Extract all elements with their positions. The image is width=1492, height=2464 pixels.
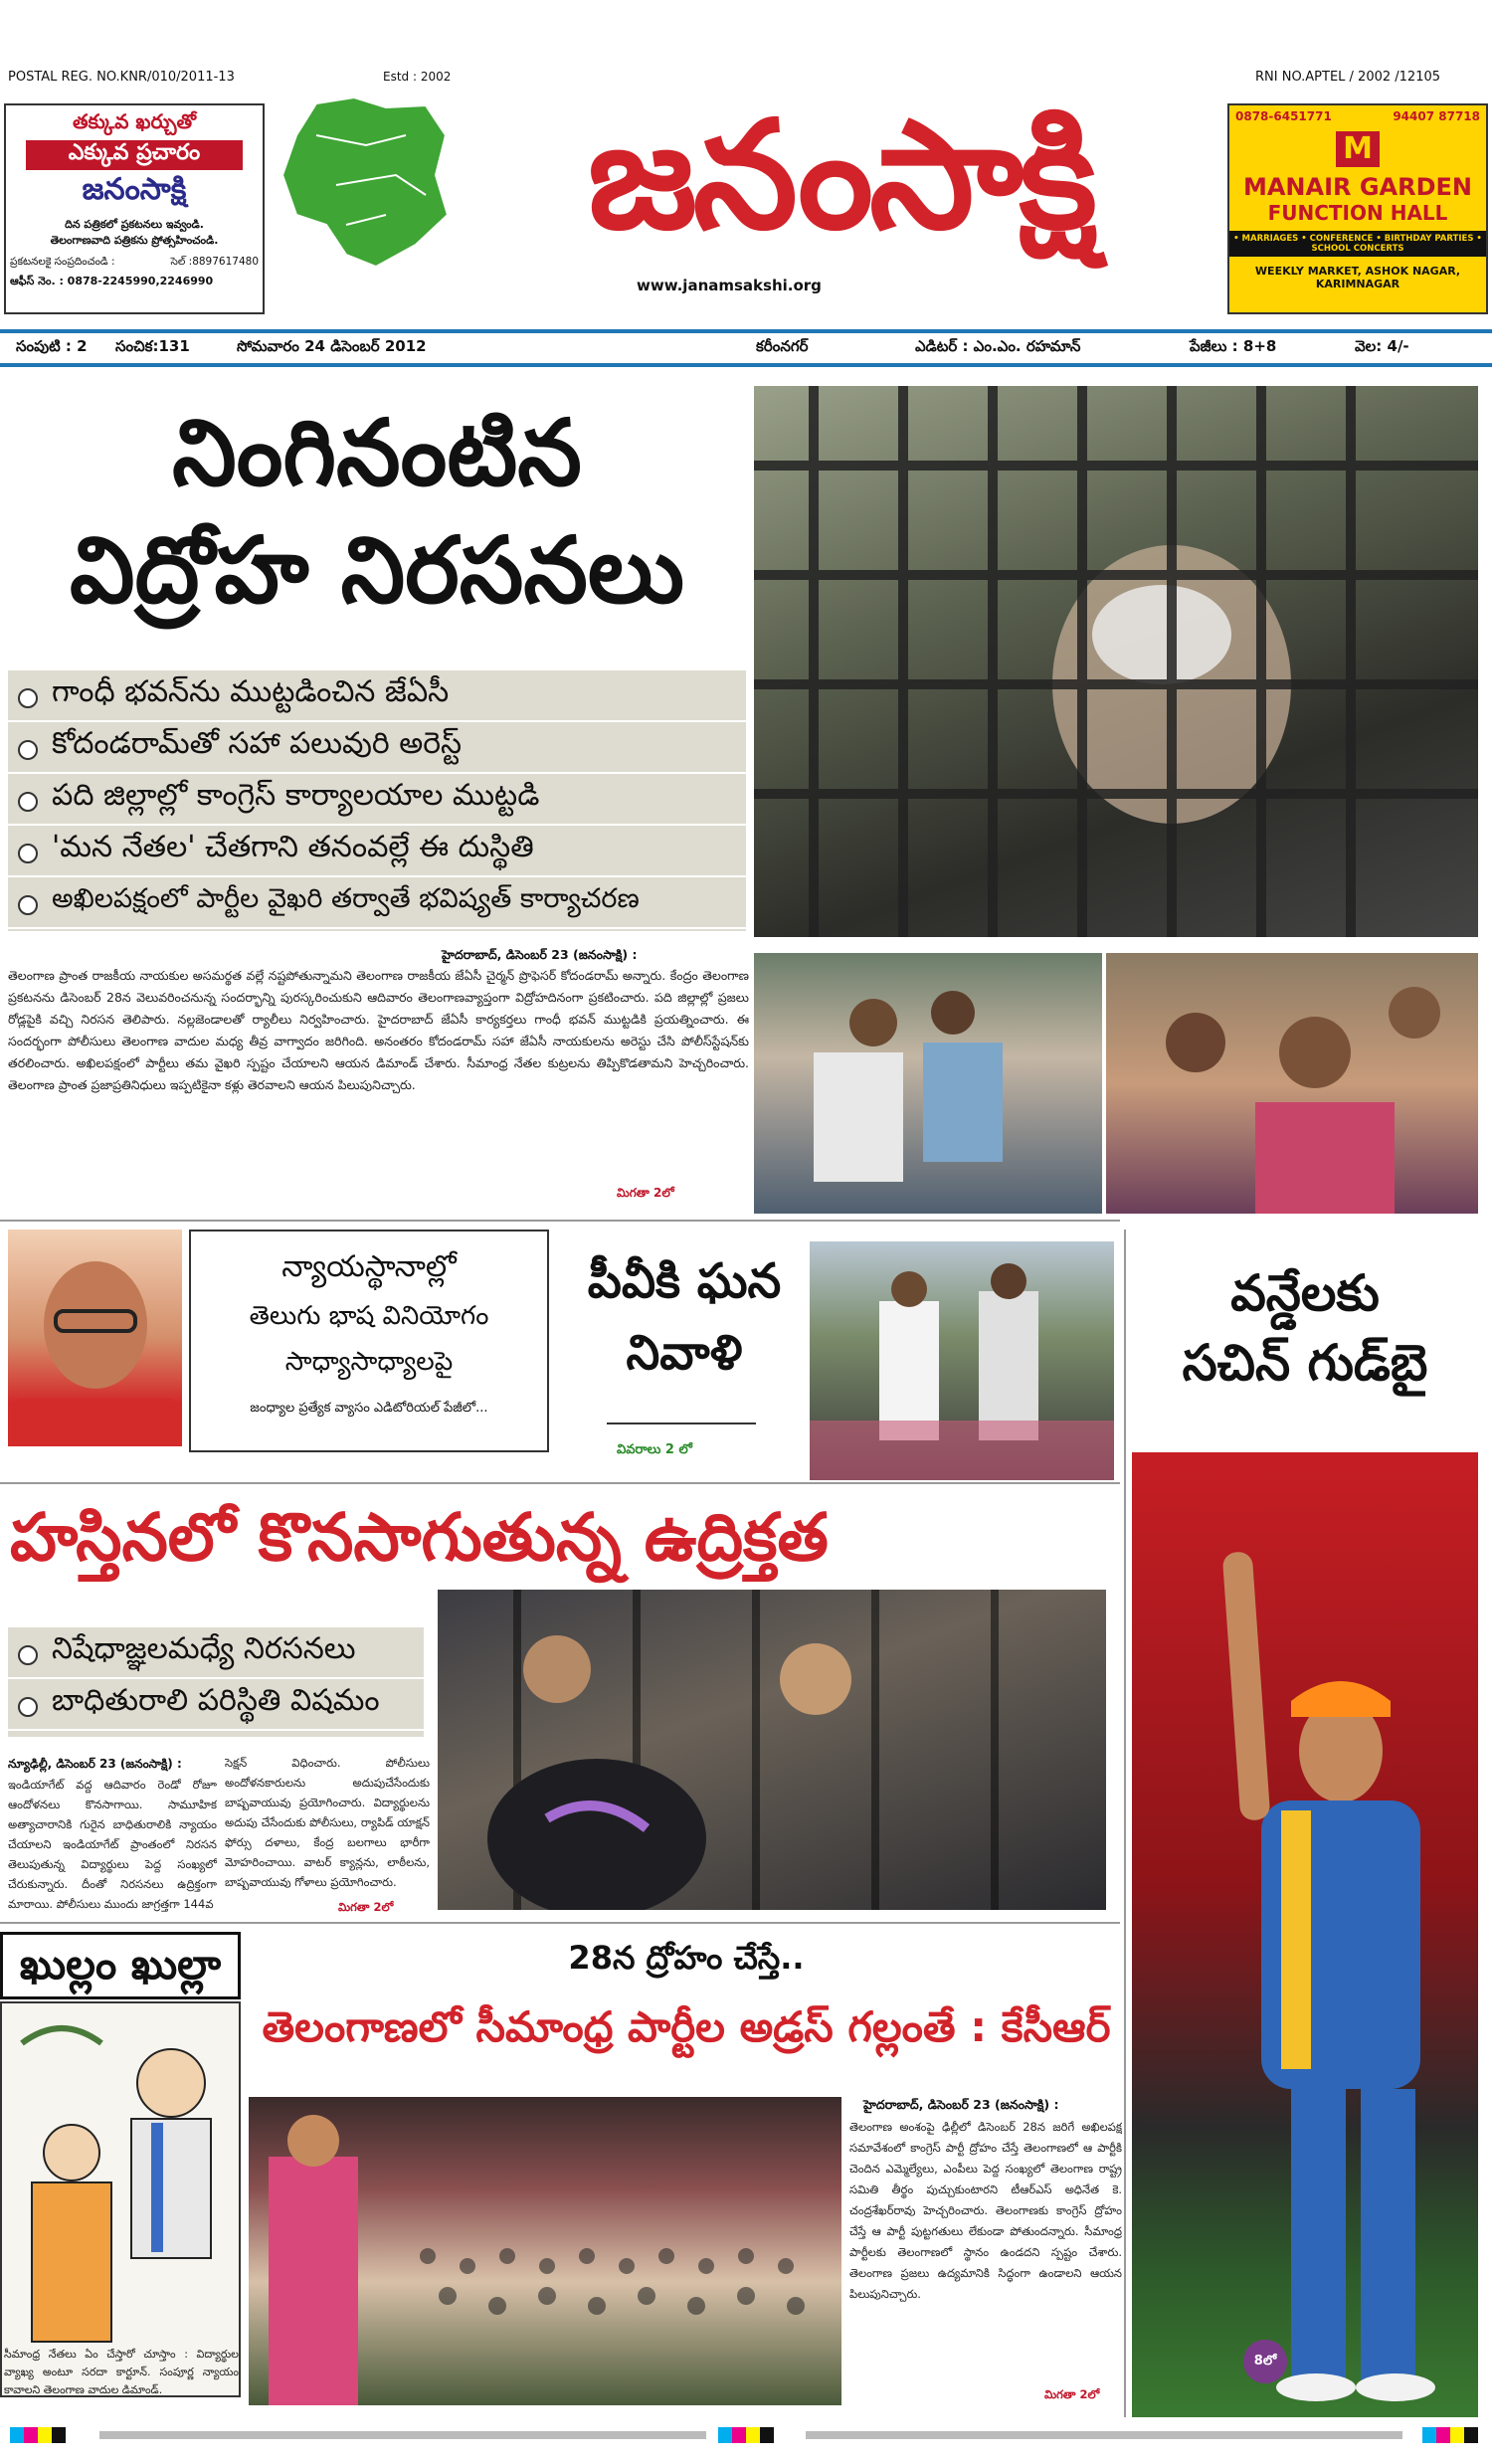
editorial-line2: తెలుగు భాష వినియోగం bbox=[249, 1301, 489, 1331]
left-ad-brand: జనంసాక్షి bbox=[82, 172, 187, 207]
right-ad-phone2: 94407 87718 bbox=[1393, 109, 1480, 123]
rule bbox=[0, 1922, 1120, 1924]
right-ad-box[interactable] bbox=[1227, 103, 1488, 314]
right-ad-logo: M bbox=[1336, 131, 1380, 167]
delhi-body-col1: ఇండియాగేట్ వద్ద ఆదివారం రెండో రోజూ ఆందోళనలు కొనసాగాయి. సామూహిక అత్యాచారానికి గురైన బాధితురాలికి న్యాయం చేయాలని ఇండియాగేట్ ప్రాంతంలో నిరసన తెలుపుతున్న విద్యార్థులు పెద్ద సంఖ్యలో చేరుకున్నారు. దీంతో నిరసనలు ఉద్రిక్తంగా మారాయి. పోలీసులు ముందు జాగ్రత్తగా 144వ bbox=[8, 1778, 217, 1911]
lead-headline-line1: నింగినంటిన bbox=[172, 400, 582, 506]
registration-marks-center bbox=[718, 2427, 774, 2443]
left-ad-office: ఆఫీస్ నెం. : 0878-2245990,2246990 bbox=[10, 275, 214, 287]
sachin-headline-line2: సచిన్ గుడ్‌బై bbox=[1182, 1334, 1428, 1392]
pv-headline-line2: నివాళి bbox=[626, 1325, 743, 1381]
kcr-rally-photo bbox=[249, 2097, 841, 2405]
left-ad-box[interactable] bbox=[4, 103, 265, 314]
lead-continued: మిగతా 2లో bbox=[617, 1186, 674, 1200]
sachin-photo bbox=[1132, 1452, 1478, 2417]
price: వెల: 4/- bbox=[1355, 337, 1409, 355]
masthead-title: జనంసాక్షి bbox=[588, 90, 1093, 263]
pages: పేజీలు : 8+8 bbox=[1190, 337, 1277, 355]
pv-divider bbox=[607, 1422, 756, 1424]
left-ad-cell: సెల్ :8897617480 bbox=[170, 256, 259, 268]
editor: ఎడిటర్ : ఎం.ఎం. రహమాన్ bbox=[915, 337, 1081, 355]
footer-bar bbox=[99, 2431, 706, 2439]
rule bbox=[1124, 1230, 1126, 2417]
left-ad-contact-label: ప్రకటనలకై సంప్రదించండి : bbox=[10, 256, 115, 268]
cartoon-caption: సీమాంధ్ర నేతలు ఏం చేస్తారో చూస్తాం : విద్యార్థుల వ్యాఖ్య అంటూ సరదా కార్టూన్. సంపూర్ణ న్యాయం కావాలని తెలంగాణ వాదుల డిమాండ్. bbox=[4, 2348, 239, 2396]
right-ad-name2: FUNCTION HALL bbox=[1267, 201, 1448, 225]
lead-body: తెలంగాణ ప్రాంత రాజకీయ నాయకుల అసమర్థత వల్లే నష్టపోతున్నామని తెలంగాణ రాజకీయ జేఏసీ చైర్మన్ ప్రొఫెసర్ కోదండరామ్ అన్నారు. కేంద్రం తెలంగాణ ప్రకటనను డిసెంబర్ 28న వెలువరించనున్న సందర్భాన్ని పురస్కరించుకుని ఆదివారం తెలంగాణవ్యాప్తంగా విద్రోహదినంగా ప్రకటించారు. పది జిల్లాల్లో ప్రజలు రోడ్లపైకి వచ్చి నిరసన తెలిపారు. నల్లజెండాలతో ర్యాలీలు నిర్వహించారు. హైదరాబాద్ జేఏసీ కార్యకర్తలు గాంధీ భవన్ ముట్టడికి ప్రయత్నించారు. ఈ సందర్భంగా పోలీసులు తెలంగాణ వాదుల మధ్య తీవ్ర వాగ్వాదం జరిగింది. అనంతరం కోదండరామ్ సహా జేఏసీ నాయకులను అరెస్టు చేసి పోలీస్‌స్టేషన్‌కు తరలించారు. అఖిలపక్షంలో పార్టీలు తమ వైఖరి స్పష్టం చేయాలని ఆయన డిమాండ్ చేశారు. సీమాంధ్ర నేతల కుట్రలను తిప్పికొడతామని హెచ్చరించారు. తెలంగాణ ప్రాంత ప్రజాప్రతినిధులు ఇప్పటికైనా కళ్లు తెరవాలని ఆయన పిలుపునిచ్చారు. bbox=[8, 968, 749, 1092]
edition-place: కరీంనగర్ bbox=[756, 337, 809, 355]
left-ad-line4: తెలంగాణవాది పత్రికను ప్రోత్సహించండి. bbox=[50, 234, 219, 247]
protest-photo-1 bbox=[754, 953, 1102, 1214]
cartoon-title: ఖుల్లం ఖుల్లా bbox=[0, 1932, 241, 1999]
cartoon-image bbox=[0, 2001, 241, 2397]
left-ad-line2: ఎక్కువ ప్రచారం bbox=[26, 140, 243, 170]
delhi-dateline: న్యూఢిల్లీ, డిసెంబర్ 23 (జనంసాక్షి) : bbox=[8, 1757, 182, 1771]
issue-date: సోమవారం 24 డిసెంబర్ 2012 bbox=[237, 337, 427, 355]
pv-tribute-photo bbox=[810, 1241, 1114, 1480]
info-bar bbox=[0, 329, 1492, 367]
delhi-protest-photo bbox=[438, 1590, 1106, 1910]
right-ad-address: WEEKLY MARKET, ASHOK NAGAR, KARIMNAGAR bbox=[1254, 265, 1461, 290]
delhi-body-col2: సెక్షన్ విధించారు. పోలీసులు అందోళనకారులను అదుపుచేసేందుకు బాష్పవాయువు ప్రయోగించారు. విద్యార్థులను అదుపు చేసేందుకు పోలీసులు, ర్యాపిడ్ యాక్షన్ ఫోర్సు దళాలు, కేంద్ర బలగాలు భారీగా మోహరించాయి. వాటర్ క్యాన్లను, లాఠీలను, బాష్పవాయువు గోళాలు ప్రయోగించారు. bbox=[225, 1756, 430, 1889]
registration-marks-right bbox=[1422, 2427, 1478, 2443]
volume: సంపుటి : 2 bbox=[16, 337, 88, 355]
telangana-map-icon bbox=[277, 95, 452, 273]
lead-bullet: కోదండరామ్‌తో సహా పలువురి అరెస్ట్ bbox=[8, 722, 746, 774]
right-ad-name1: MANAIR GARDEN bbox=[1242, 173, 1473, 201]
left-ad-line1: తక్కువ ఖర్చుతో bbox=[72, 109, 197, 133]
lead-headline-line2: విద్రోహ నిరసనలు bbox=[70, 517, 684, 624]
lead-bullet: పది జిల్లాల్లో కాంగ్రెస్ కార్యాలయాల ముట్టడి bbox=[8, 774, 746, 826]
right-ad-services: • MARRIAGES • CONFERENCE • BIRTHDAY PARTIES • SCHOOL CONCERTS bbox=[1229, 231, 1486, 257]
protest-photo-2 bbox=[1106, 953, 1478, 1214]
lead-bullet: 'మన నేతల' చేతగాని తనంవల్లే ఈ దుస్థితి bbox=[8, 826, 746, 877]
registration-marks-left bbox=[10, 2427, 66, 2443]
pv-ref: వివరాలు 2 లో bbox=[617, 1442, 692, 1457]
columnist-photo bbox=[8, 1230, 182, 1446]
kcr-continued: మిగతా 2లో bbox=[1044, 2387, 1100, 2401]
right-ad-phone1: 0878-6451771 bbox=[1235, 109, 1332, 123]
rule bbox=[0, 1220, 1120, 1222]
delhi-headline: హస్తినలో కొనసాగుతున్న ఉద్రిక్తత bbox=[10, 1499, 829, 1576]
lead-dateline: హైదరాబాద్, డిసెంబర్ 23 (జనంసాక్షి) : bbox=[442, 947, 638, 962]
postal-reg: POSTAL REG. NO.KNR/010/2011-13 bbox=[8, 70, 235, 85]
delhi-bullet: నిషేధాజ్ఞలమధ్యే నిరసనలు bbox=[8, 1627, 424, 1679]
lead-photo bbox=[754, 386, 1478, 937]
lead-bullet: గాంధీ భవన్‌ను ముట్టడించిన జేఏసీ bbox=[8, 670, 746, 722]
estd: Estd : 2002 bbox=[383, 70, 452, 84]
editorial-ref: జంధ్యాల ప్రత్యేక వ్యాసం ఎడిటోరియల్ పేజీలో... bbox=[250, 1401, 488, 1416]
rule bbox=[0, 1482, 1120, 1484]
kcr-dateline: హైదరాబాద్, డిసెంబర్ 23 (జనంసాక్షి) : bbox=[863, 2097, 1059, 2112]
editorial-line1: న్యాయస్థానాల్లో bbox=[281, 1249, 457, 1284]
editorial-teaser-box[interactable] bbox=[189, 1230, 549, 1452]
lead-bullet: అఖిలపక్షంలో పార్టీల వైఖరి తర్వాతే భవిష్యత్ కార్యాచరణ bbox=[8, 877, 746, 929]
footer-bar bbox=[806, 2431, 1402, 2439]
kcr-body: తెలంగాణ అంశంపై ఢిల్లీలో డిసెంబర్ 28న జరిగే అఖిలపక్ష సమావేశంలో కాంగ్రెస్ పార్టీ ద్రోహం చేస్తే తెలంగాణలో ఆ పార్టీకి చెందిన ఎమ్మెల్యేలు, ఎంపీలు పెద్ద సంఖ్యలో తెలంగాణ రాష్ట్ర సమితి తీర్థం పుచ్చుకుంటారని టీఆర్ఎస్ అధినేత కె. చంద్రశేఖర్‌రావు హెచ్చరించారు. తెలంగాణకు కాంగ్రెస్ ద్రోహం చేస్తే ఆ పార్టీ పుట్టగతులు లేకుండా పోతుందన్నారు. సీమాంధ్ర పార్టీలకు తెలంగాణలో స్థానం ఉండదని స్పష్టం చేశారు. తెలంగాణ ప్రజలు ఉద్యమానికి సిద్ధంగా ఉండాలని ఆయన పిలుపునిచ్చారు. bbox=[849, 2120, 1122, 2301]
kcr-kicker: 28న ద్రోహం చేస్తే.. bbox=[568, 1939, 805, 1977]
editorial-line3: సాధ్యాసాధ్యాలపై bbox=[284, 1347, 454, 1377]
delhi-bullets bbox=[8, 1627, 424, 1737]
sachin-headline-line1: వన్డేలకు bbox=[1230, 1264, 1380, 1322]
delhi-bullet: బాధితురాలి పరిస్థితి విషమం bbox=[8, 1679, 424, 1731]
pv-headline-line1: పీవీకి ఘన bbox=[587, 1253, 782, 1309]
website-link[interactable]: www.janamsakshi.org bbox=[637, 277, 822, 294]
kcr-headline: తెలంగాణలో సీమాంధ్ర పార్టీల అడ్రస్ గల్లంతే : కేసీఆర్ bbox=[262, 2002, 1111, 2051]
sachin-ref-badge: 8లో bbox=[1243, 2340, 1287, 2383]
lead-bullets bbox=[8, 670, 746, 931]
left-ad-line3: దిన పత్రికలో ప్రకటనలు ఇవ్వండి. bbox=[65, 218, 204, 231]
rni-number: RNI NO.APTEL / 2002 /12105 bbox=[1255, 70, 1441, 85]
delhi-continued: మిగతా 2లో bbox=[338, 1900, 394, 1914]
issue: సంచిక:131 bbox=[115, 337, 190, 355]
